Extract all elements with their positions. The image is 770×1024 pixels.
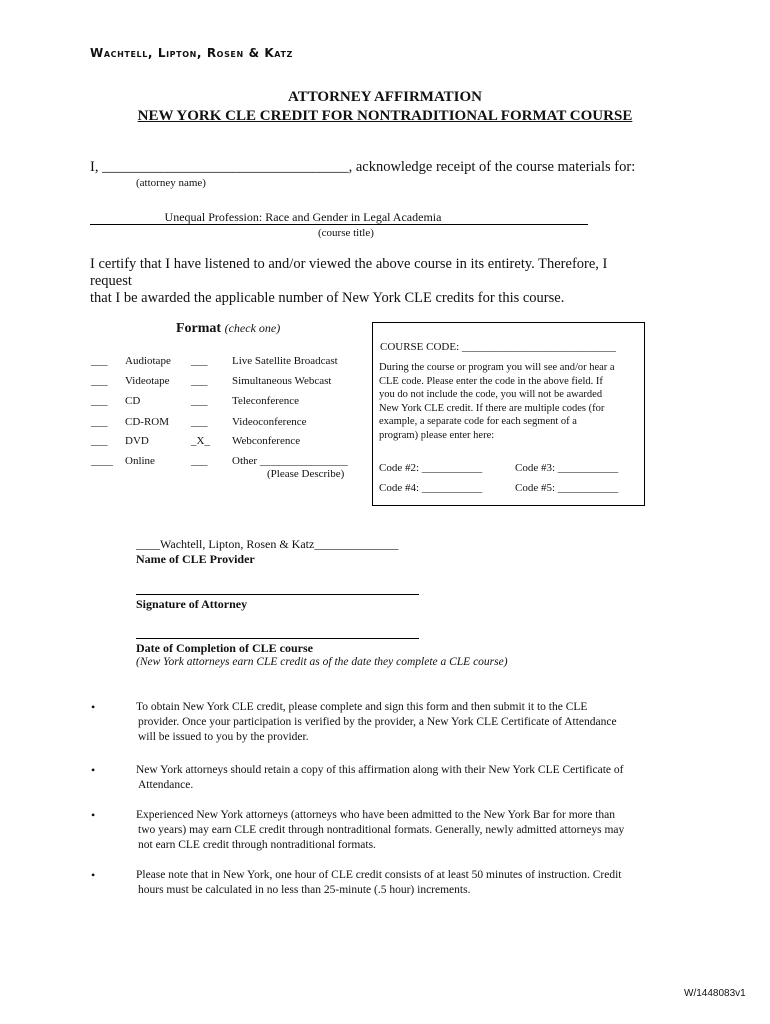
provider-name-field[interactable]: ____Wachtell, Lipton, Rosen & Katz______________ xyxy=(136,537,399,551)
completion-date-label: Date of Completion of CLE course xyxy=(136,641,313,655)
form-subtitle: NEW YORK CLE CREDIT FOR NONTRADITIONAL FORMAT COURSE xyxy=(137,108,633,124)
format-label-cdrom: CD-ROM xyxy=(125,416,170,428)
document-id: W/1448083v1 xyxy=(684,988,746,999)
instruction-line: you do not include the code, you will not be awarded xyxy=(379,389,603,401)
course-title-value: Unequal Profession: Race and Gender in Legal Academia xyxy=(164,210,442,224)
bullet-line: Experienced New York attorneys (attorneys who have been admitted to the New York Bar for more than xyxy=(136,809,616,821)
format-label-satellite: Live Satellite Broadcast xyxy=(232,355,338,367)
instruction-line: New York CLE credit. If there are multiple codes (for xyxy=(379,402,605,414)
course-title-label: (course title) xyxy=(318,227,374,239)
course-code-instructions xyxy=(379,361,637,443)
format-check-satellite[interactable]: ___ xyxy=(191,355,208,367)
format-heading xyxy=(176,321,280,337)
format-label-dvd: DVD xyxy=(125,435,149,447)
format-label-webcast: Simultaneous Webcast xyxy=(232,375,332,387)
format-check-videoconference[interactable]: ___ xyxy=(191,416,208,428)
bullet-item xyxy=(136,868,681,898)
code-4-field[interactable]: Code #4: ___________ xyxy=(379,482,483,494)
format-label-cd: CD xyxy=(125,395,141,407)
bullet-line: will be issued to you by the provider. xyxy=(138,731,309,743)
code-3-field[interactable]: Code #3: ___________ xyxy=(515,462,619,474)
format-label-videoconference: Videoconference xyxy=(232,416,307,428)
format-check-cdrom[interactable]: ___ xyxy=(91,416,108,428)
acknowledge-statement[interactable]: I, __________________________________, acknowledge receipt of the course materials for: xyxy=(90,159,636,175)
completion-date-line[interactable] xyxy=(136,638,419,639)
attorney-name-label: (attorney name) xyxy=(136,177,206,189)
format-label-videotape: Videotape xyxy=(125,375,170,387)
course-code-field[interactable]: COURSE CODE: ____________________________ xyxy=(380,341,616,353)
provider-name-label: Name of CLE Provider xyxy=(136,552,255,566)
code-5-field[interactable]: Code #5: ___________ xyxy=(515,482,619,494)
instruction-line: CLE code. Please enter the code in the above field. If xyxy=(379,375,603,387)
bullet-item xyxy=(136,808,681,853)
bullet-line: To obtain New York CLE credit, please complete and sign this form and then submit it to the CLE xyxy=(136,701,588,713)
bullet-marker: • xyxy=(91,763,96,777)
format-label-audiotape: Audiotape xyxy=(125,355,171,367)
certify-line-2: that I be awarded the applicable number of New York CLE credits for this course. xyxy=(90,290,565,306)
format-check-webconference[interactable]: _X_ xyxy=(191,435,210,447)
format-label-online: Online xyxy=(125,455,155,467)
format-check-teleconference[interactable]: ___ xyxy=(191,395,208,407)
signature-line[interactable] xyxy=(136,594,419,595)
signature-label: Signature of Attorney xyxy=(136,597,248,611)
format-label-teleconference: Teleconference xyxy=(232,395,300,407)
firm-header: Wachtell, Lipton, Rosen & Katz xyxy=(90,46,293,60)
instruction-line: example, a separate code for each segment of a xyxy=(379,416,577,428)
course-title-field[interactable] xyxy=(90,210,588,225)
bullet-line: New York attorneys should retain a copy of this affirmation along with their New York CLE Certificate of xyxy=(136,764,624,776)
bullet-marker: • xyxy=(91,868,96,882)
format-hint: (check one) xyxy=(224,321,281,335)
format-check-dvd[interactable]: ___ xyxy=(91,435,108,447)
instruction-line: program) please enter here: xyxy=(379,429,495,441)
bullet-item xyxy=(136,700,681,745)
bullet-line: Please note that in New York, one hour of CLE credit consists of at least 50 minutes of instruction. Credit xyxy=(136,869,622,881)
bullet-line: not earn CLE credit through nontraditional formats. xyxy=(138,839,376,851)
format-label-webconference: Webconference xyxy=(232,435,301,447)
bullet-line: two years) may earn CLE credit through nontraditional formats. Generally, newly admitted attorneys may xyxy=(138,824,625,836)
certify-statement xyxy=(90,256,650,307)
bullet-line: Attendance. xyxy=(138,779,194,791)
code-2-field[interactable]: Code #2: ___________ xyxy=(379,462,483,474)
form-title: ATTORNEY AFFIRMATION xyxy=(287,89,483,105)
format-check-audiotape[interactable]: ___ xyxy=(91,355,108,367)
format-check-videotape[interactable]: ___ xyxy=(91,375,108,387)
instruction-line: During the course or program you will see and/or hear a xyxy=(379,362,615,373)
format-check-other[interactable]: ___ xyxy=(191,455,208,467)
completion-note: (New York attorneys earn CLE credit as of the date they complete a CLE course) xyxy=(136,656,508,668)
bullet-line: provider. Once your participation is verified by the provider, a New York CLE Certificate of Attendance xyxy=(138,716,617,728)
format-check-online[interactable]: ____ xyxy=(91,455,113,467)
format-title: Format xyxy=(176,321,222,336)
format-check-cd[interactable]: ___ xyxy=(91,395,108,407)
certify-line-1: I certify that I have listened to and/or viewed the above course in its entirety. Therefore, I request xyxy=(90,256,608,289)
other-describe-hint: (Please Describe) xyxy=(267,468,345,480)
bullet-marker: • xyxy=(91,700,96,714)
format-label-other: Other ________________ xyxy=(232,455,348,467)
format-check-webcast[interactable]: ___ xyxy=(191,375,208,387)
bullet-marker: • xyxy=(91,808,96,822)
bullet-line: hours must be calculated in no less than 25-minute (.5 hour) increments. xyxy=(138,884,471,896)
bullet-item xyxy=(136,763,681,793)
